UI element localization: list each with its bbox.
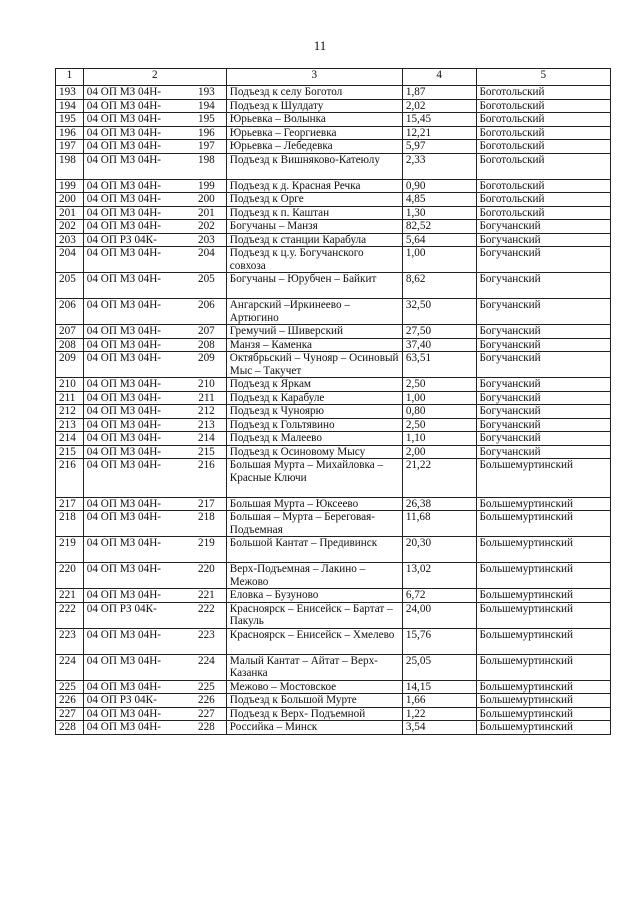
road-id-number: 202 [197,220,215,232]
road-id-prefix: 04 ОП РЗ 04К- [86,694,157,706]
table-header-row [56,69,611,86]
district-name: Богучанский [476,233,611,247]
row-number: 195 [56,113,84,127]
road-id-number: 216 [197,459,215,471]
district-name: Боготольский [476,206,611,220]
district-name: Богучанский [476,378,611,392]
road-id-cell [83,511,226,537]
road-id-prefix: 04 ОП МЗ 04Н- [86,378,162,390]
road-length: 15,76 [402,628,476,654]
row-number: 200 [56,193,84,207]
road-name: Подъезд к Яркам [226,378,402,392]
district-name: Большемуртинский [476,602,611,628]
column-header-3: 3 [226,69,402,86]
road-name: Юрьевка – Лебедевка [226,140,402,154]
row-number: 193 [56,86,84,100]
table-row [56,391,611,405]
table-row [56,589,611,603]
road-id-prefix: 04 ОП РЗ 04К- [86,233,157,246]
road-length: 1,66 [402,694,476,708]
road-id-number: 221 [197,589,215,601]
road-id-number: 203 [197,233,215,246]
road-id-number: 220 [197,563,215,575]
road-id-number: 194 [197,99,215,112]
district-name: Богучанский [476,432,611,446]
road-length: 32,50 [402,299,476,325]
road-length: 4,85 [402,193,476,207]
district-name: Большемуртинский [476,721,611,735]
road-id-number: 224 [197,654,215,667]
district-name: Богучанский [476,391,611,405]
road-id-cell [83,273,226,299]
road-id-number: 199 [197,179,215,192]
road-id-cell [83,497,226,511]
road-name: Подъезд к д. Красная Речка [226,179,402,193]
row-number: 220 [56,563,84,589]
road-name: Подъезд к станции Карабула [226,233,402,247]
road-name: Ангарский –Иркинеево – Артюгино [226,299,402,325]
road-name: Подъезд к селу Боготол [226,86,402,100]
road-name: Большая Мурта – Юксеево [226,497,402,511]
road-id-prefix: 04 ОП МЗ 04Н- [86,220,162,232]
road-id-number: 209 [197,352,215,364]
row-number: 199 [56,179,84,193]
row-number: 214 [56,432,84,446]
road-length: 2,02 [402,99,476,113]
district-name: Богучанский [476,273,611,299]
row-number: 211 [56,391,84,405]
road-id-number: 200 [197,193,215,205]
road-id-cell [83,563,226,589]
row-number: 216 [56,459,84,498]
district-name: Большемуртинский [476,694,611,708]
road-length: 2,50 [402,378,476,392]
road-id-prefix: 04 ОП МЗ 04Н- [86,140,162,152]
road-id-prefix: 04 ОП МЗ 04Н- [86,273,162,285]
road-length: 6,72 [402,589,476,603]
row-number: 225 [56,680,84,694]
row-number: 218 [56,511,84,537]
road-id-prefix: 04 ОП МЗ 04Н- [86,299,162,311]
road-name: Российка – Минск [226,721,402,735]
road-id-cell [83,445,226,459]
table-row [56,537,611,563]
road-id-number: 217 [197,497,215,510]
district-name: Богучанский [476,338,611,352]
road-id-cell [83,721,226,735]
district-name: Богучанский [476,352,611,378]
road-id-prefix: 04 ОП МЗ 04Н- [86,352,162,364]
road-id-prefix: 04 ОП МЗ 04Н- [86,247,162,259]
road-id-prefix: 04 ОП МЗ 04Н- [86,153,162,166]
road-id-number: 226 [197,694,215,706]
road-id-cell [83,707,226,721]
road-length: 1,00 [402,247,476,273]
road-name: Подъезд к п. Каштан [226,206,402,220]
row-number: 196 [56,126,84,140]
road-id-cell [83,680,226,694]
table-body [56,86,611,735]
table-row [56,86,611,100]
road-id-number: 219 [197,537,215,549]
road-id-cell [83,233,226,247]
district-name: Боготольский [476,86,611,100]
row-number: 203 [56,233,84,247]
road-id-number: 210 [197,378,215,390]
road-id-cell [83,432,226,446]
road-name: Красноярск – Енисейск – Бартат – Пакуль [226,602,402,628]
road-length: 82,52 [402,220,476,234]
road-id-cell [83,654,226,680]
road-id-cell [83,206,226,220]
road-id-prefix: 04 ОП МЗ 04Н- [86,511,162,523]
table-row [56,179,611,193]
district-name: Большемуртинский [476,497,611,511]
road-id-prefix: 04 ОП МЗ 04Н- [86,537,162,549]
road-id-prefix: 04 ОП МЗ 04Н- [86,325,162,337]
road-id-cell [83,352,226,378]
road-id-prefix: 04 ОП МЗ 04Н- [86,654,162,667]
row-number: 221 [56,589,84,603]
road-length: 2,00 [402,445,476,459]
road-length: 5,64 [402,233,476,247]
row-number: 210 [56,378,84,392]
road-id-number: 225 [197,680,215,693]
row-number: 194 [56,99,84,113]
row-number: 212 [56,405,84,419]
district-name: Большемуртинский [476,589,611,603]
district-name: Богучанский [476,220,611,234]
road-name: Подъезд к Осиновому Мысу [226,445,402,459]
row-number: 219 [56,537,84,563]
road-id-prefix: 04 ОП МЗ 04Н- [86,589,162,601]
road-name: Верх-Подъемная – Лакино – Межово [226,563,402,589]
road-length: 2,33 [402,153,476,179]
road-length: 11,68 [402,511,476,537]
road-id-number: 198 [197,153,215,166]
road-id-prefix: 04 ОП МЗ 04Н- [86,563,162,575]
road-name: Подъезд к Большой Мурте [226,694,402,708]
district-name: Боготольский [476,140,611,154]
road-id-cell [83,86,226,100]
road-name: Октябрьский – Чунояр – Осиновый Мыс – Такучет [226,352,402,378]
district-name: Богучанский [476,405,611,419]
table-row [56,206,611,220]
road-id-prefix: 04 ОП МЗ 04Н- [86,445,162,458]
district-name: Богучанский [476,325,611,339]
road-id-cell [83,113,226,127]
district-name: Большемуртинский [476,654,611,680]
row-number: 197 [56,140,84,154]
table-row [56,378,611,392]
district-name: Богучанский [476,247,611,273]
table-row [56,140,611,154]
road-length: 12,21 [402,126,476,140]
row-number: 204 [56,247,84,273]
road-name: Большая Мурта – Михайловка – Красные Ключи [226,459,402,498]
district-name: Боготольский [476,193,611,207]
road-length: 1,30 [402,206,476,220]
road-length: 13,02 [402,563,476,589]
road-id-number: 211 [198,391,215,404]
row-number: 206 [56,299,84,325]
table-row [56,405,611,419]
road-name: Богучаны – Юрубчен – Байкит [226,273,402,299]
road-name: Подъезд к ц.у. Богучанского совхоза [226,247,402,273]
road-id-number: 214 [197,432,215,444]
road-id-prefix: 04 ОП МЗ 04Н- [86,193,162,205]
road-id-number: 206 [197,299,215,311]
road-length: 2,50 [402,418,476,432]
district-name: Большемуртинский [476,707,611,721]
road-name: Подъезд к Гольтявино [226,418,402,432]
district-name: Большемуртинский [476,511,611,537]
table-row [56,273,611,299]
road-id-prefix: 04 ОП МЗ 04Н- [86,680,162,693]
road-id-cell [83,418,226,432]
road-id-number: 196 [197,126,215,139]
row-number: 217 [56,497,84,511]
row-number: 227 [56,707,84,721]
table-row [56,299,611,325]
road-length: 1,87 [402,86,476,100]
road-id-number: 193 [197,86,215,98]
table-row [56,247,611,273]
table-row [56,99,611,113]
road-id-cell [83,628,226,654]
road-id-prefix: 04 ОП МЗ 04Н- [86,179,162,192]
table-row [56,113,611,127]
road-id-prefix: 04 ОП МЗ 04Н- [86,338,162,351]
road-id-cell [83,179,226,193]
road-length: 1,22 [402,707,476,721]
district-name: Богучанский [476,299,611,325]
road-id-cell [83,140,226,154]
road-id-cell [83,325,226,339]
road-id-prefix: 04 ОП МЗ 04Н- [86,99,162,112]
road-name: Подъезд к Шулдату [226,99,402,113]
road-id-number: 197 [197,140,215,152]
road-id-prefix: 04 ОП РЗ 04К- [86,602,157,615]
road-name: Большой Кантат – Предивинск [226,537,402,563]
road-length: 0,80 [402,405,476,419]
road-id-number: 213 [197,418,215,431]
table-row [56,511,611,537]
district-name: Большемуртинский [476,459,611,498]
road-name: Юрьевка – Волынка [226,113,402,127]
road-name: Подъезд к Чуноярю [226,405,402,419]
road-id-cell [83,338,226,352]
road-length: 5,97 [402,140,476,154]
road-id-number: 228 [197,721,215,733]
table-row [56,459,611,498]
column-header-4: 4 [402,69,476,86]
column-header-2: 2 [83,69,226,86]
road-id-cell [83,153,226,179]
row-number: 222 [56,602,84,628]
road-id-prefix: 04 ОП МЗ 04Н- [86,206,162,219]
road-id-prefix: 04 ОП МЗ 04Н- [86,432,162,444]
road-id-number: 218 [197,511,215,523]
table-row [56,680,611,694]
row-number: 226 [56,694,84,708]
table-row [56,126,611,140]
road-length: 26,38 [402,497,476,511]
district-name: Боготольский [476,99,611,113]
road-length: 3,54 [402,721,476,735]
road-id-cell [83,193,226,207]
road-name: Юрьевка – Георгиевка [226,126,402,140]
table-row [56,338,611,352]
table-row [56,193,611,207]
road-id-cell [83,405,226,419]
table-row [56,654,611,680]
table-row [56,220,611,234]
road-id-prefix: 04 ОП МЗ 04Н- [86,459,162,471]
district-name: Боготольский [476,153,611,179]
table-row [56,694,611,708]
road-id-prefix: 04 ОП МЗ 04Н- [86,497,162,510]
road-length: 1,10 [402,432,476,446]
table-row [56,418,611,432]
row-number: 202 [56,220,84,234]
road-name: Подъезд к Вишняково-Катеюлу [226,153,402,179]
table-row [56,233,611,247]
road-name: Красноярск – Енисейск – Хмелево [226,628,402,654]
road-id-number: 215 [197,445,215,458]
row-number: 209 [56,352,84,378]
road-id-cell [83,99,226,113]
road-name: Подъезд к Верх- Подъемной [226,707,402,721]
road-name: Подъезд к Карабуле [226,391,402,405]
road-id-number: 207 [197,325,215,337]
road-id-cell [83,126,226,140]
district-name: Боготольский [476,113,611,127]
table-row [56,497,611,511]
road-id-cell [83,602,226,628]
district-name: Большемуртинский [476,628,611,654]
road-name: Манзя – Каменка [226,338,402,352]
row-number: 213 [56,418,84,432]
table-row [56,432,611,446]
road-id-prefix: 04 ОП МЗ 04Н- [86,707,162,720]
road-name: Межово – Мостовское [226,680,402,694]
road-id-prefix: 04 ОП МЗ 04Н- [86,391,162,404]
table-row [56,628,611,654]
district-name: Богучанский [476,418,611,432]
road-name: Большая – Мурта – Береговая-Подъемная [226,511,402,537]
road-length: 20,30 [402,537,476,563]
road-id-number: 208 [197,338,215,351]
column-header-5: 5 [476,69,611,86]
road-name: Подъезд к Малеево [226,432,402,446]
row-number: 207 [56,325,84,339]
district-name: Большемуртинский [476,537,611,563]
road-name: Богучаны – Манзя [226,220,402,234]
road-length: 15,45 [402,113,476,127]
road-id-number: 204 [197,247,215,259]
road-id-prefix: 04 ОП МЗ 04Н- [86,628,162,641]
road-id-prefix: 04 ОП МЗ 04Н- [86,126,162,139]
road-length: 37,40 [402,338,476,352]
road-name: Подъезд к Орге [226,193,402,207]
table-row [56,445,611,459]
row-number: 223 [56,628,84,654]
road-length: 24,00 [402,602,476,628]
road-name: Еловка – Бузуново [226,589,402,603]
road-id-cell [83,391,226,405]
row-number: 215 [56,445,84,459]
road-id-prefix: 04 ОП МЗ 04Н- [86,86,162,98]
road-id-prefix: 04 ОП МЗ 04Н- [86,418,162,431]
road-id-prefix: 04 ОП МЗ 04Н- [86,405,162,417]
table-row [56,707,611,721]
roads-table [55,68,611,735]
road-id-number: 227 [197,707,215,720]
table-row [56,153,611,179]
page-number: 11 [313,38,327,53]
road-id-cell [83,694,226,708]
district-name: Боготольский [476,126,611,140]
row-number: 228 [56,721,84,735]
table-row [56,563,611,589]
row-number: 208 [56,338,84,352]
road-length: 25,05 [402,654,476,680]
road-length: 14,15 [402,680,476,694]
road-id-cell [83,537,226,563]
road-length: 27,50 [402,325,476,339]
road-id-number: 205 [197,273,215,285]
district-name: Большемуртинский [476,563,611,589]
row-number: 224 [56,654,84,680]
road-length: 8,62 [402,273,476,299]
row-number: 205 [56,273,84,299]
road-length: 1,00 [402,391,476,405]
row-number: 201 [56,206,84,220]
road-id-cell [83,247,226,273]
table-row [56,325,611,339]
road-id-prefix: 04 ОП МЗ 04Н- [86,721,162,733]
road-name: Малый Кантат – Айтат – Верх-Казанка [226,654,402,680]
district-name: Богучанский [476,445,611,459]
road-id-prefix: 04 ОП МЗ 04Н- [86,113,162,125]
road-id-number: 223 [197,628,215,641]
road-id-number: 212 [197,405,215,417]
road-id-number: 195 [197,113,215,125]
road-length: 0,90 [402,179,476,193]
road-name: Гремучий – Шиверский [226,325,402,339]
road-id-cell [83,589,226,603]
table-row [56,602,611,628]
district-name: Большемуртинский [476,680,611,694]
road-id-number: 201 [197,206,215,219]
road-id-cell [83,459,226,498]
table-row [56,352,611,378]
row-number: 198 [56,153,84,179]
district-name: Боготольский [476,179,611,193]
table-row [56,721,611,735]
road-id-cell [83,220,226,234]
column-header-1: 1 [56,69,84,86]
road-length: 63,51 [402,352,476,378]
road-length: 21,22 [402,459,476,498]
road-id-cell [83,378,226,392]
road-id-cell [83,299,226,325]
road-id-number: 222 [197,602,215,615]
